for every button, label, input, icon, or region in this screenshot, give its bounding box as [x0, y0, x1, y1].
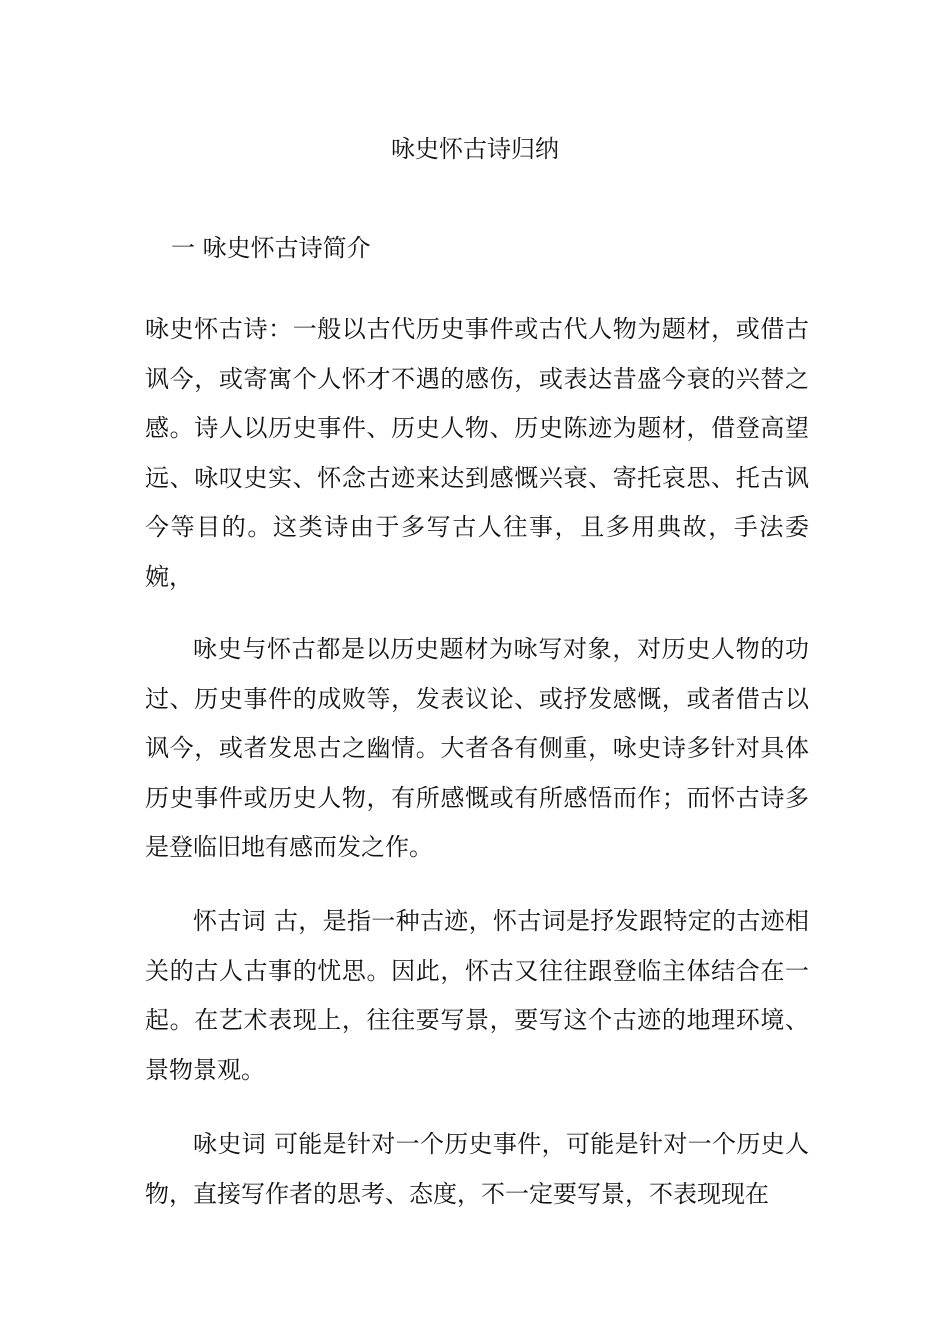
section-heading: 一 咏史怀古诗简介 [171, 234, 371, 262]
paragraph-comparison: 咏史与怀古都是以历史题材为咏写对象，对历史人物的功过、历史事件的成败等，发表议论、或抒发感慨，或者借古以讽今，或者发思古之幽情。大者各有侧重，咏史诗多针对具体历史事件或历史人物，有所感慨或有所感悟而作；而怀古诗多是登临旧地有感而发之作。 [145, 635, 809, 861]
paragraph-huaigu-ci: 怀古词 古，是指一种古迹，怀古词是抒发跟特定的古迹相关的古人古事的忧思。因此，怀古又往往跟登临主体结合在一起。在艺术表现上，往往要写景，要写这个古迹的地理环境、景物景观。 [145, 907, 809, 1084]
paragraph-intro: 咏史怀古诗：一般以古代历史事件或古代人物为题材，或借古讽今，或寄寓个人怀才不遇的感伤，或表达昔盛今衰的兴替之感。诗人以历史事件、历史人物、历史陈迹为题材，借登高望远、咏叹史实、怀念古迹来达到感慨兴衰、寄托哀思、托古讽今等目的。这类诗由于多写古人往事，且多用典故，手法委婉， [145, 315, 809, 591]
paragraph-yongshi-ci: 咏史词 可能是针对一个历史事件，可能是针对一个历史人物，直接写作者的思考、态度，不一定要写景，不表现现在 [145, 1130, 809, 1208]
document-title: 咏史怀古诗归纳 [391, 135, 559, 163]
